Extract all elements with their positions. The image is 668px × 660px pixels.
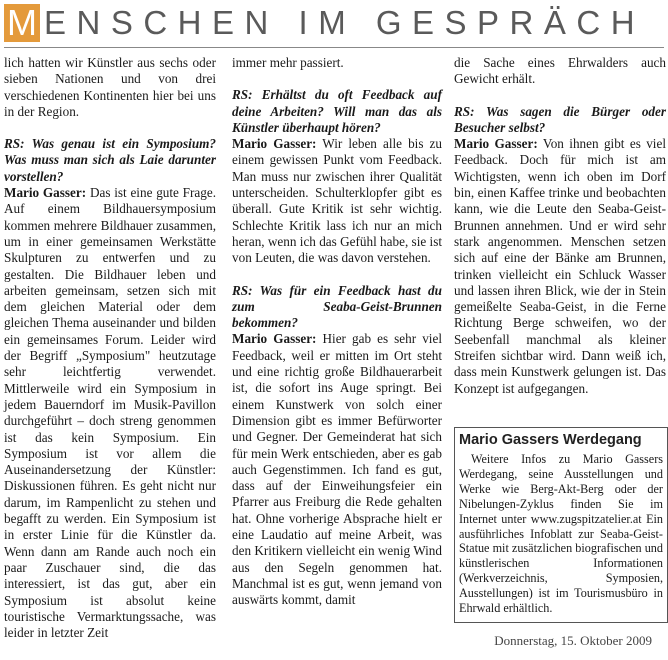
paragraph: immer mehr passiert. <box>232 55 344 70</box>
interview-answer <box>4 185 216 641</box>
answer-text: Wir leben alle bis zu einem gewissen Punkt vom Feedback. Man muss nur zwischen ihrer Qualität unterscheiden. Schulterklopfer gibt es überall. Gute Kritik ist sehr wichtig. Schlechte Kritik lass ich nur an mich heran, wenn ich das Gefühl habe, sie ist von Leuten, die was davon verstehen. <box>232 136 443 266</box>
article-column-2 <box>232 55 442 609</box>
paragraph: die Sache eines Ehrwalders auch Gewicht erhält. <box>454 55 666 87</box>
header-rule <box>4 47 664 48</box>
interview-question: RS: Erhältst du oft Feedback auf deine Arbeiten? Will man das als Künstler überhaupt hören? <box>232 87 442 135</box>
section-header <box>0 0 668 44</box>
interview-question: RS: Was genau ist ein Symposium? Was muss man sich als Laie darunter vorstellen? <box>4 136 216 184</box>
answer-text: Das ist eine gute Frage. Auf einem Bildhauersymposium kommen mehrere Bildhauer zusammen, um in einer gemeinsamen Werkstätte Skulpturen zu entwerfen und zu gestalten. Die Bildhauer leben und arbeiten gemeinsam, setzen sich mit dem gleichen Material oder dem gleichen Thema auseinander und bilden ein gemeinsames Forum. Leider wird der Begriff „Symposium" heutzutage sehr leichtfertig verwendet. Mittlerweile wird ein Symposium in jedem Bauerndorf im Musik-Pavillon durchgeführt – doch streng genommen ist das kein Symposium. Ein Symposium ist vor allem die Auseinandersetzung der Künstler: Diskussionen führen. Es geht nicht nur darum, im Rampenlicht zu stehen und begafft zu werden. Ein Symposium ist in erster Linie für die Künstler da. Wenn dann am Rande auch noch ein paar Zuschauer sind, die das interessiert, ist das gut, aber ein Symposium ist absolut keine touristische Vermarktungssache, was leider in letzter Zeit <box>4 185 217 641</box>
answer-text: Hier gab es sehr viel Feedback, weil er mitten im Ort steht und eine richtig große Bildhauerarbeit ist, die sofort ins Auge springt. Bei einem Kunstwerk von solch einer Dimension gibt es immer Befürworter und Gegner. Der Gemeinderat hat sich für mein Werk entschieden, aber es gab auch Gegenstimmen. Ich fand es gut, dass auf der Einweihungsfeier ein Pfarrer aus Freiburg die Rede gehalten hat. Ohne vorherige Absprache hielt er eine Laudatio auf meine Arbeit, was den Kritikern vielleicht ein wenig Wind aus den Segeln genommen hat. Manchmal ist es gut, wenn jemand von auswärts kommt, damit <box>232 331 442 608</box>
info-box-title: Mario Gassers Werdegang <box>459 432 642 448</box>
speaker-name: Mario Gasser: <box>232 136 317 152</box>
info-box-text: Weitere Infos zu Mario Gassers Werdegang, seine Ausstellungen und Werke wie Berg-Akt-Berg oder der Nibelungen-Zyklus finden Sie im Internet unter www.zugspitzatelier.at Ein ausführliches Infoblatt zur Seaba-Geist-Statue mit zusätzlichen biografischen und künstlerischen Informationen (Werkverzeichnis, Symposien, Ausstellungen) ist im Tourismusbüro in Ehrwald erhältlich. <box>459 452 663 616</box>
publication-date: Donnerstag, 15. Oktober 2009 <box>494 633 652 648</box>
article-column-1 <box>4 55 216 641</box>
speaker-name: Mario Gasser: <box>232 331 317 347</box>
article-column-3 <box>454 55 666 397</box>
header-initial-block: M <box>4 4 40 42</box>
speaker-name: Mario Gasser: <box>454 136 538 152</box>
interview-answer <box>232 331 442 608</box>
interview-question: RS: Was sagen die Bürger oder Besucher selbst? <box>454 103 666 135</box>
interview-answer <box>232 136 442 266</box>
interview-question: RS: Was für ein Feedback hast du zum Seaba-Geist-Brunnen bekommen? <box>232 282 442 331</box>
header-title: ENSCHEN IM GESPRÄCH <box>44 4 646 41</box>
info-box <box>454 427 668 623</box>
speaker-name: Mario Gasser: <box>4 185 87 201</box>
paragraph: lich hatten wir Künstler aus sechs oder sieben Nationen und von drei verschiedenen Kontinenten hier bei uns in der Region. <box>4 55 216 119</box>
interview-answer <box>454 136 666 397</box>
answer-text: Von ihnen gibt es viel Feedback. Doch für mich ist am Wichtigsten, wenn ich oben im Dorf bin, einen Kaffee trinke und beobachten kann, wie die Leute den Seaba-Geist-Brunnen annehmen. Und er wird sehr stark angenommen. Menschen setzen sich auf eine der Bänke am Brunnen, trinken vielleicht ein Schluck Wasser und lassen ihren Blick, wie der in Stein gemeißelte Seaba-Geist, in die Ferne Richtung Berge schweifen, wo der Seebenfall manchmal als kleiner Streifen sichtbar wird. Dann weiß ich, dass mein Kunstwerk gelungen ist. Das Konzept ist aufgegangen. <box>454 136 666 396</box>
